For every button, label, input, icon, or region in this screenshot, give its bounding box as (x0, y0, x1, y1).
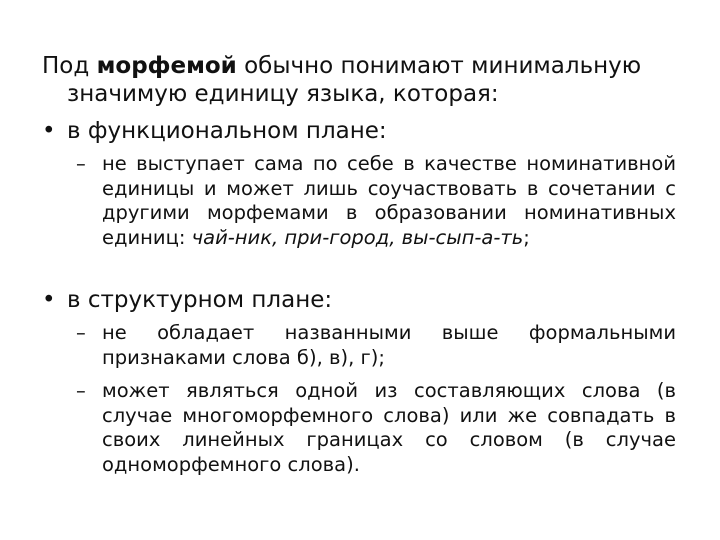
sub-item-main-text: не выступает сама по себе в качестве номинативной единицы и может лишь соучаствовать в сочетании с другими морфемами в образовании номинативных единиц: (102, 152, 676, 249)
intro-paragraph (42, 52, 692, 108)
intro-line-2: значимую единицу языка, которая: (67, 81, 499, 107)
sub-item-tail: ; (523, 225, 530, 249)
sub-item-text (76, 152, 676, 250)
bullet-structural-plan (42, 286, 692, 314)
bullet-icon: • (42, 287, 56, 313)
bullet-functional-plan (42, 117, 692, 145)
bullet-label: в функциональном плане: (67, 118, 387, 144)
dash-icon: – (76, 379, 86, 402)
sub-item-examples: чай-ник, при-город, вы-сып-а-ть (191, 225, 524, 249)
dash-icon: – (76, 321, 86, 344)
sub-item-text: может являться одной из составляющих слова (в случае многоморфемного слова) или же совпадать в своих линейных границах со словом (в случае одноморфемного слова). (102, 379, 676, 476)
intro-line-1 (42, 52, 692, 80)
sub-item-structural-1 (76, 321, 676, 370)
intro-term: морфемой (96, 53, 237, 79)
intro-text-after: обычно понимают минимальную (236, 53, 642, 79)
bullet-icon: • (42, 118, 56, 144)
dash-icon: – (76, 152, 86, 175)
intro-text-before: Под (42, 53, 97, 79)
sub-item-text: не обладает названными выше формальными признаками слова б), в), г); (102, 321, 676, 369)
sub-item-structural-2 (76, 379, 676, 477)
bullet-label: в структурном плане: (67, 287, 333, 313)
sub-item-functional-1 (76, 152, 676, 250)
